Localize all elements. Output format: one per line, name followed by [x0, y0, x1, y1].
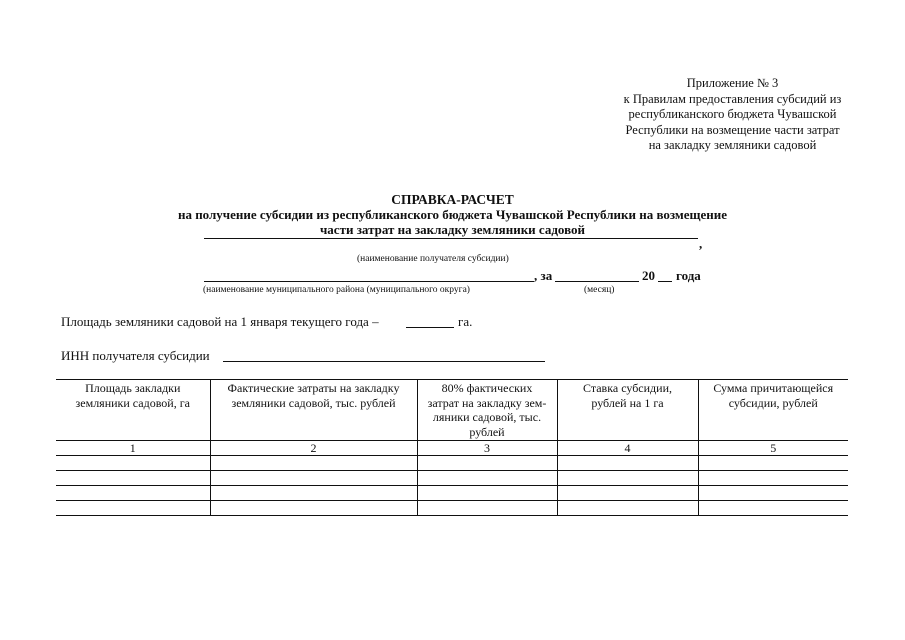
table-row: [56, 501, 848, 516]
table-cell[interactable]: [56, 456, 210, 471]
document-title: [0, 192, 905, 238]
table-cell[interactable]: [417, 486, 557, 501]
column-number: 5: [698, 441, 848, 456]
table-cell[interactable]: [698, 456, 848, 471]
recipient-caption: (наименование получателя субсидии): [357, 254, 509, 264]
annex-line: республиканского бюджета Чувашской: [628, 107, 837, 122]
table-number-row: [56, 441, 848, 456]
district-caption: (наименование муниципального района (муниципального округа): [203, 285, 470, 295]
table-row: [56, 456, 848, 471]
column-number: 1: [56, 441, 210, 456]
table-cell[interactable]: [417, 456, 557, 471]
month-caption: (месяц): [584, 285, 615, 295]
month-field[interactable]: [555, 281, 639, 282]
year-suffix: года: [676, 268, 701, 283]
table-cell[interactable]: [557, 456, 698, 471]
table-cell[interactable]: [417, 501, 557, 516]
table-row: [56, 486, 848, 501]
za-label: , за: [534, 268, 553, 283]
annex-line: к Правилам предоставления субсидий из: [623, 91, 842, 106]
title-main: СПРАВКА-РАСЧЕТ: [391, 192, 514, 207]
column-number: 3: [417, 441, 557, 456]
table-cell[interactable]: [557, 471, 698, 486]
table-cell[interactable]: [210, 501, 417, 516]
area-unit: га.: [458, 314, 473, 329]
table-header-row: [56, 380, 848, 441]
table-row: [56, 471, 848, 486]
annex-line: на закладку земляники садовой: [648, 138, 817, 153]
year-prefix: 20: [642, 268, 655, 283]
table-cell[interactable]: [56, 486, 210, 501]
table-cell[interactable]: [210, 471, 417, 486]
inn-label: ИНН получателя субсидии: [61, 348, 210, 363]
area-value-field[interactable]: [406, 327, 454, 328]
title-line: части затрат на закладку земляники садовой: [319, 222, 586, 238]
column-number: 4: [557, 441, 698, 456]
header-area: Площадь закладки земляники садовой, га: [56, 380, 210, 441]
area-label: Площадь земляники садовой на 1 января текущего года –: [61, 314, 379, 329]
inn-field[interactable]: [223, 361, 545, 362]
subsidy-table: [56, 379, 848, 516]
header-amount: Сумма причитающейся субсидии, рублей: [698, 380, 848, 441]
header-actual-costs: Фактические затраты на закладку земляники садовой, тыс. рублей: [210, 380, 417, 441]
district-name-field[interactable]: [204, 281, 534, 282]
table-cell[interactable]: [56, 501, 210, 516]
recipient-comma: ,: [699, 236, 703, 251]
table-cell[interactable]: [557, 501, 698, 516]
table-cell[interactable]: [698, 471, 848, 486]
annex-line: Приложение № 3: [686, 76, 779, 90]
title-line: на получение субсидии из республиканского бюджета Чувашской Республики на возмещение: [177, 207, 728, 223]
table-cell[interactable]: [210, 486, 417, 501]
table-cell[interactable]: [417, 471, 557, 486]
recipient-name-field[interactable]: [204, 238, 698, 239]
table-cell[interactable]: [698, 501, 848, 516]
header-80-percent: 80% фактических затрат на закладку зем- ляники садовой, тыс. рублей: [417, 380, 557, 441]
column-number: 2: [210, 441, 417, 456]
table-cell[interactable]: [557, 486, 698, 501]
header-rate: Ставка субсидии, рублей на 1 га: [557, 380, 698, 441]
table-cell[interactable]: [698, 486, 848, 501]
table-cell[interactable]: [56, 471, 210, 486]
annex-block: [560, 76, 905, 154]
year-field[interactable]: [658, 281, 672, 282]
table-cell[interactable]: [210, 456, 417, 471]
annex-line: Республики на возмещение части затрат: [625, 122, 840, 137]
